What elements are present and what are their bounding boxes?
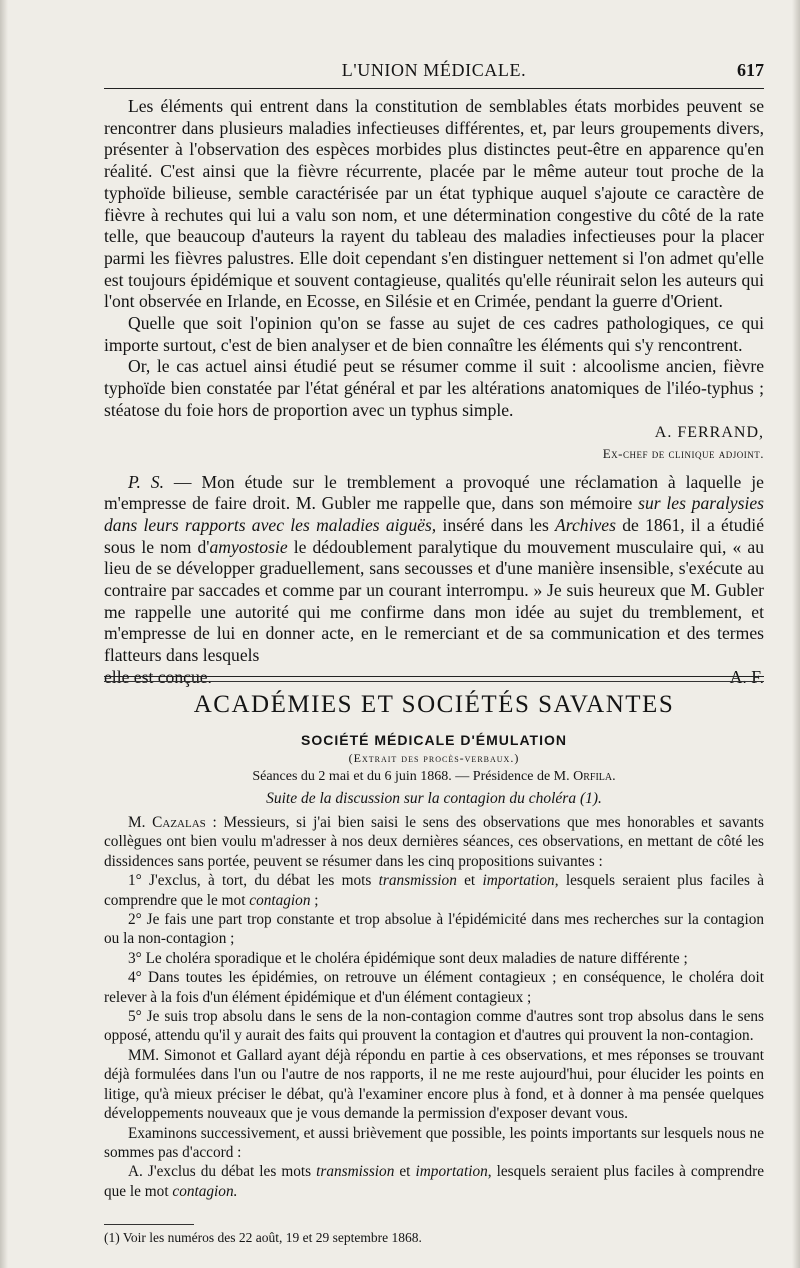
page-number: 617 bbox=[737, 60, 764, 80]
page-edge-right bbox=[792, 0, 800, 1268]
page-header bbox=[104, 58, 764, 86]
proposition-1-end: ; bbox=[310, 891, 319, 909]
ps-label: P. S. bbox=[128, 471, 164, 492]
paragraph-a-text: A. J'exclus du débat les mots bbox=[128, 1163, 317, 1181]
ps-journal: Archives bbox=[555, 514, 616, 535]
discussion-subtitle: Suite de la discussion sur la contagion du choléra (1). bbox=[266, 790, 602, 807]
postscript bbox=[104, 472, 764, 667]
sessions-line bbox=[104, 769, 764, 785]
proposition-4: 4° Dans toutes les épidémies, on retrouve un élément contagieux ; en conséquence, le choléra doit relever à la fois d'un élément épidémique et d'un élément contagieux ; bbox=[104, 969, 764, 1006]
signature-name: A. FERRAND, bbox=[654, 423, 764, 441]
minutes-body bbox=[104, 813, 764, 1201]
header-rule bbox=[104, 88, 764, 89]
president-name: Orfila. bbox=[573, 769, 616, 784]
paragraph-mm: MM. Simonot et Gallard ayant déjà répondu en partie à ces observations, et mes réponses se trouvant déjà formulées dans l'un ou l'autre de nos rapports, il ne me reste aujourd'hui, pour élucider les points en litige, qu'à mieux préciser le débat, qu'à l'examiner encore plus à fond, et à donner à ma pensée quelques développements nouveaux que je vous demande la permission d'exposer devant vous. bbox=[104, 1046, 764, 1123]
proposition-2: 2° Je fais une part trop constante et trop absolue à l'épidémicité dans mes recherches sur la contagion ou la non-contagion ; bbox=[104, 911, 764, 948]
ps-term: amyostosie bbox=[209, 536, 288, 557]
paragraph-a-rest: , lesquels seraient plus faciles à comprendre que le mot bbox=[104, 1163, 764, 1200]
ps-initials: A. F. bbox=[729, 666, 764, 687]
section-rule-bottom bbox=[104, 681, 764, 682]
article-paragraph-3: Or, le cas actuel ainsi étudié peut se résumer comme il suit : alcoolisme ancien, fièvre typhoïde bien constatée par l'état général et par les altérations anatomiques de l'iléo-typhus ; stéatose du foie hors de proportion avec un typhus simple. bbox=[104, 356, 764, 420]
paragraph-a bbox=[104, 1162, 764, 1201]
section-rule-top bbox=[104, 676, 764, 677]
ps-text-3: de 1861, il a étudié sous le nom d' bbox=[104, 514, 764, 557]
speech-intro bbox=[104, 813, 764, 871]
ps-last-line: elle est conçue. bbox=[104, 666, 212, 687]
signature-block bbox=[104, 422, 764, 464]
section-title: ACADÉMIES ET SOCIÉTÉS SAVANTES bbox=[193, 691, 675, 718]
proposition-1 bbox=[104, 871, 764, 910]
signature-role: Ex-chef de clinique adjoint. bbox=[602, 445, 764, 461]
society-title: SOCIÉTÉ MÉDICALE D'ÉMULATION bbox=[301, 732, 567, 748]
page-edge-left bbox=[0, 0, 8, 1268]
ps-closing-line bbox=[104, 667, 764, 689]
ps-text-2: inséré dans les bbox=[436, 514, 556, 535]
footnote: (1) Voir les numéros des 22 août, 19 et 29 septembre 1868. bbox=[104, 1230, 422, 1245]
paragraph-a-and: et bbox=[394, 1163, 416, 1181]
proposition-1-text: 1° J'exclus, à tort, du débat les mots bbox=[128, 872, 379, 890]
proposition-1-rest: , lesquels seraient plus faciles à comprendre que le mot bbox=[104, 872, 764, 909]
paragraph-examinons: Examinons successivement, et aussi brièvement que possible, les points importants sur lesquels nous ne sommes pas d'accord : bbox=[104, 1124, 764, 1161]
proposition-3: 3° Le choléra sporadique et le choléra épidémique sont deux maladies de nature différente ; bbox=[128, 949, 688, 967]
ps-text-4: le dédoublement paralytique du mouvement musculaire qui, « au lieu de se développer graduellement, sans secousses et d'une manière insensible, s'exécute au contraire par saccades et comme par un courant interrompu. » Je suis heureux que M. Gubler me rappelle une autorité qui me confirme dans mon idée au sujet du tremblement, et m'empresse de lui en donner acte, en le remerciant et de sa communication et des termes flatteurs dans lesquels bbox=[104, 536, 764, 666]
proposition-5: 5° Je suis trop absolu dans le sens de la non-contagion comme d'autres sont trop absolus dans le sens opposé, attendu qu'il y aurait des faits qui prouvent la contagion et d'autres qui prouvent la non-contagion. bbox=[104, 1008, 764, 1045]
article-column bbox=[104, 96, 764, 689]
term-contagion: contagion bbox=[249, 891, 311, 909]
ps-memoir-title: sur les paralysies dans leurs rapports avec les maladies aiguës, bbox=[104, 493, 765, 535]
section-column bbox=[104, 690, 764, 1201]
speech-intro-text: : Messieurs, si j'ai bien saisi le sens des observations que mes honorables et savants collègues ont bien voulu m'adresser à nos deux dernières séances, ces observations, en mettant de côté les dissidences sans portée, peuvent se résumer dans les cinq propositions suivantes : bbox=[104, 814, 765, 870]
term-importation: importation bbox=[482, 872, 555, 890]
running-title: L'UNION MÉDICALE. bbox=[341, 60, 527, 80]
term-transmission-2: transmission bbox=[316, 1163, 395, 1181]
term-transmission: transmission bbox=[378, 872, 457, 890]
article-paragraph-1: Les éléments qui entrent dans la constitution de semblables états morbides peuvent se rencontrer dans plusieurs maladies infectieuses différentes, et, par leurs groupements divers, présenter à l'observation des espèces morbides plus distinctes peut-être en apparence qu'en réalité. C'est ainsi que la fièvre récurrente, placée par le même auteur tout proche de la typhoïde bilieuse, semble caractérisée par un état typhique auquel s'ajoute ce caractère de fièvre à rechutes qui lui a valu son nom, et une détermination congestive du côté de la rate telle, que beaucoup d'auteurs la rayent du tableau des maladies infectieuses pour la placer parmi les fièvres palustres. Elle doit cependant s'en distinguer nettement si l'on admet qu'elle est toujours épidémique et souvent contagieuse, qualités qu'elle réunirait selon les auteurs qui l'ont observée en Irlande, en Ecosse, en Silésie et en Crimée, pendant la guerre d'Orient. bbox=[104, 96, 764, 312]
term-contagion-2: contagion. bbox=[172, 1182, 238, 1200]
sessions-text: Séances du 2 mai et du 6 juin 1868. — Présidence de M. bbox=[252, 769, 574, 784]
proposition-1-and: et bbox=[456, 872, 483, 890]
speaker-name: M. Cazalas bbox=[128, 814, 206, 831]
footnote-rule bbox=[104, 1224, 194, 1225]
term-importation-2: importation bbox=[415, 1163, 488, 1181]
article-paragraph-2: Quelle que soit l'opinion qu'on se fasse au sujet de ces cadres pathologiques, ce qui importe surtout, c'est de bien analyser et de bien connaître les éléments qui s'y rencontrent. bbox=[104, 313, 764, 355]
extract-note: (Extrait des procès-verbaux.) bbox=[348, 751, 520, 765]
ps-text-1: — Mon étude sur le tremblement a provoqué une réclamation à laquelle je m'empresse de faire droit. M. Gubler me rappelle que, dans son mémoire bbox=[104, 471, 764, 514]
